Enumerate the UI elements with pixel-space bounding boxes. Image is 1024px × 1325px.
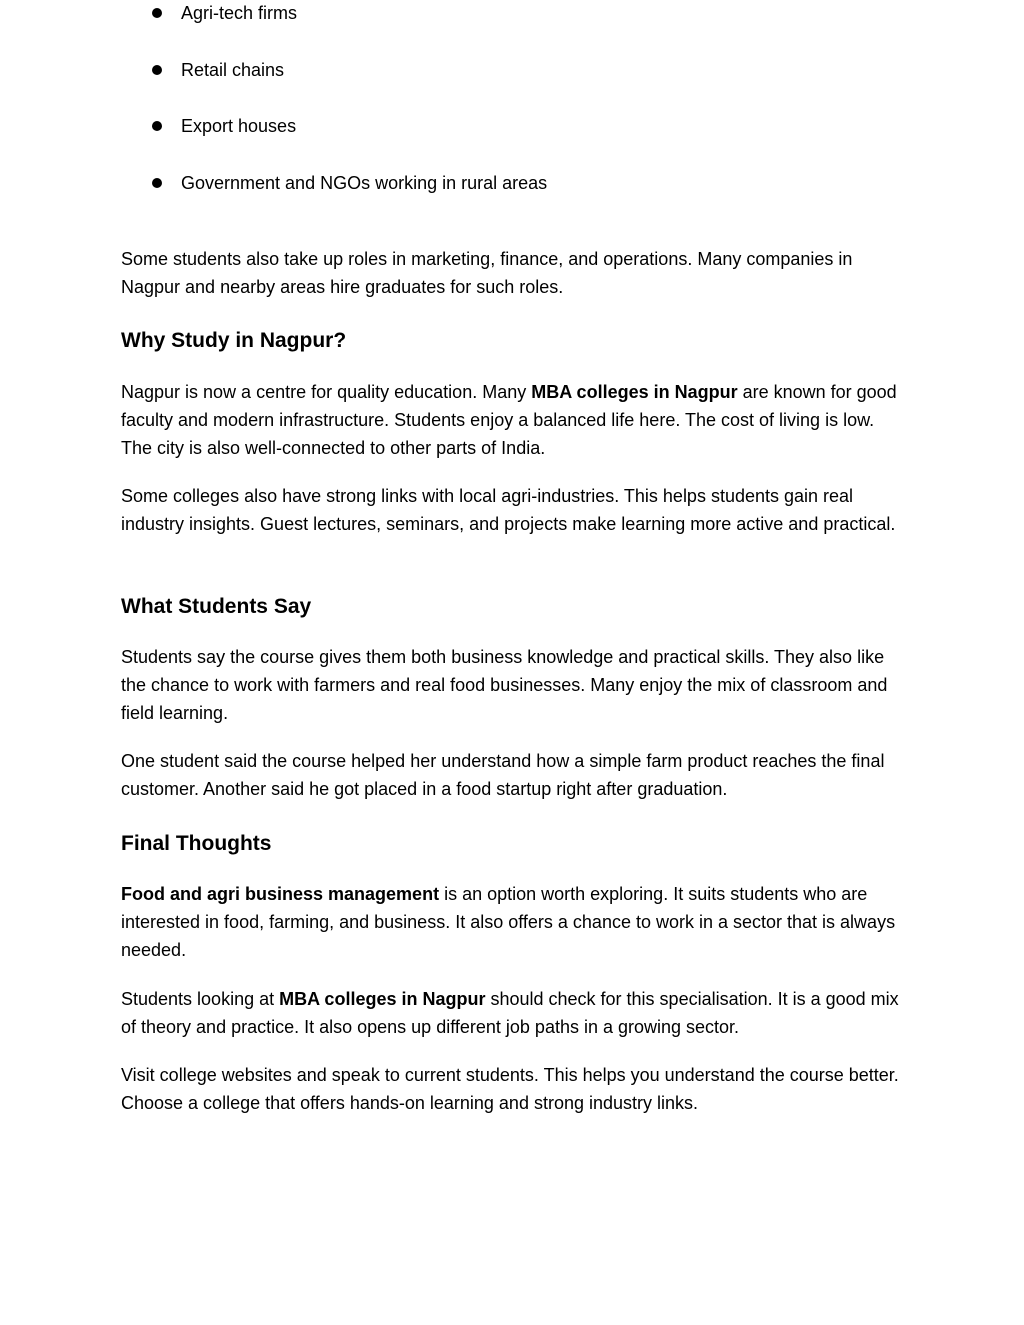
final-thoughts-paragraph-1-block — [121, 880, 906, 965]
why-nagpur-paragraph-2: Some colleges also have strong links with local agri-industries. This helps students gain real industry insights. Guest lectures, seminars, and projects make learning more active and practical. — [121, 486, 896, 535]
students-say-paragraph-1-block — [121, 643, 906, 728]
final-thoughts-paragraph-2-block — [121, 985, 906, 1041]
intro-paragraph: Some students also take up roles in marketing, finance, and operations. Many companies in Nagpur and nearby areas hire graduates for such roles. — [121, 249, 853, 298]
final-thoughts-paragraph-3-block — [121, 1061, 906, 1117]
section-heading: Final Thoughts — [121, 832, 272, 855]
students-say-paragraph-2-block — [121, 747, 906, 803]
section-heading: What Students Say — [121, 595, 312, 618]
bullet-icon — [152, 178, 162, 188]
list-item: Export houses — [151, 113, 547, 139]
why-nagpur-paragraph-2-block — [121, 482, 906, 538]
students-say-section-title — [121, 593, 906, 621]
bold-keyword: MBA colleges in Nagpur — [531, 382, 738, 402]
why-nagpur-paragraph-1: Nagpur is now a centre for quality education. Many MBA colleges in Nagpur are known for good faculty and modern infrastructure. Students enjoy a balanced life here. The cost of living is low. The city is also well-connected to other parts of India. — [121, 382, 897, 459]
bullet-icon — [152, 65, 162, 75]
list-item: Agri-tech firms — [151, 0, 547, 26]
why-nagpur-section-title — [121, 327, 906, 355]
final-thoughts-paragraph-3: Visit college websites and speak to current students. This helps you understand the course better. Choose a college that offers hands-on learning and strong industry links. — [121, 1065, 899, 1114]
students-say-paragraph-2: One student said the course helped her understand how a simple farm product reaches the final customer. Another said he got placed in a food startup right after graduation. — [121, 751, 885, 800]
why-nagpur-paragraph-1-block — [121, 378, 906, 463]
list-item: Government and NGOs working in rural areas — [151, 170, 547, 196]
bold-keyword: Food and agri business management — [121, 884, 440, 904]
bullet-icon — [152, 8, 162, 18]
final-thoughts-paragraph-1: Food and agri business management is an option worth exploring. It suits students who are interested in food, farming, and business. It also offers a chance to work in a sector that is always needed. — [121, 884, 896, 961]
final-thoughts-paragraph-2: Students looking at MBA colleges in Nagpur should check for this specialisation. It is a good mix of theory and practice. It also opens up different job paths in a growing sector. — [121, 989, 899, 1038]
list-item: Retail chains — [151, 57, 547, 83]
intro-paragraph-block — [121, 245, 906, 301]
students-say-paragraph-1: Students say the course gives them both business knowledge and practical skills. They also like the chance to work with farmers and real food businesses. Many enjoy the mix of classroom and field learning. — [121, 647, 888, 724]
final-thoughts-section-title — [121, 830, 906, 858]
section-heading: Why Study in Nagpur? — [121, 329, 347, 352]
employer-list — [151, 0, 547, 226]
bullet-icon — [152, 121, 162, 131]
bold-keyword: MBA colleges in Nagpur — [279, 989, 486, 1009]
